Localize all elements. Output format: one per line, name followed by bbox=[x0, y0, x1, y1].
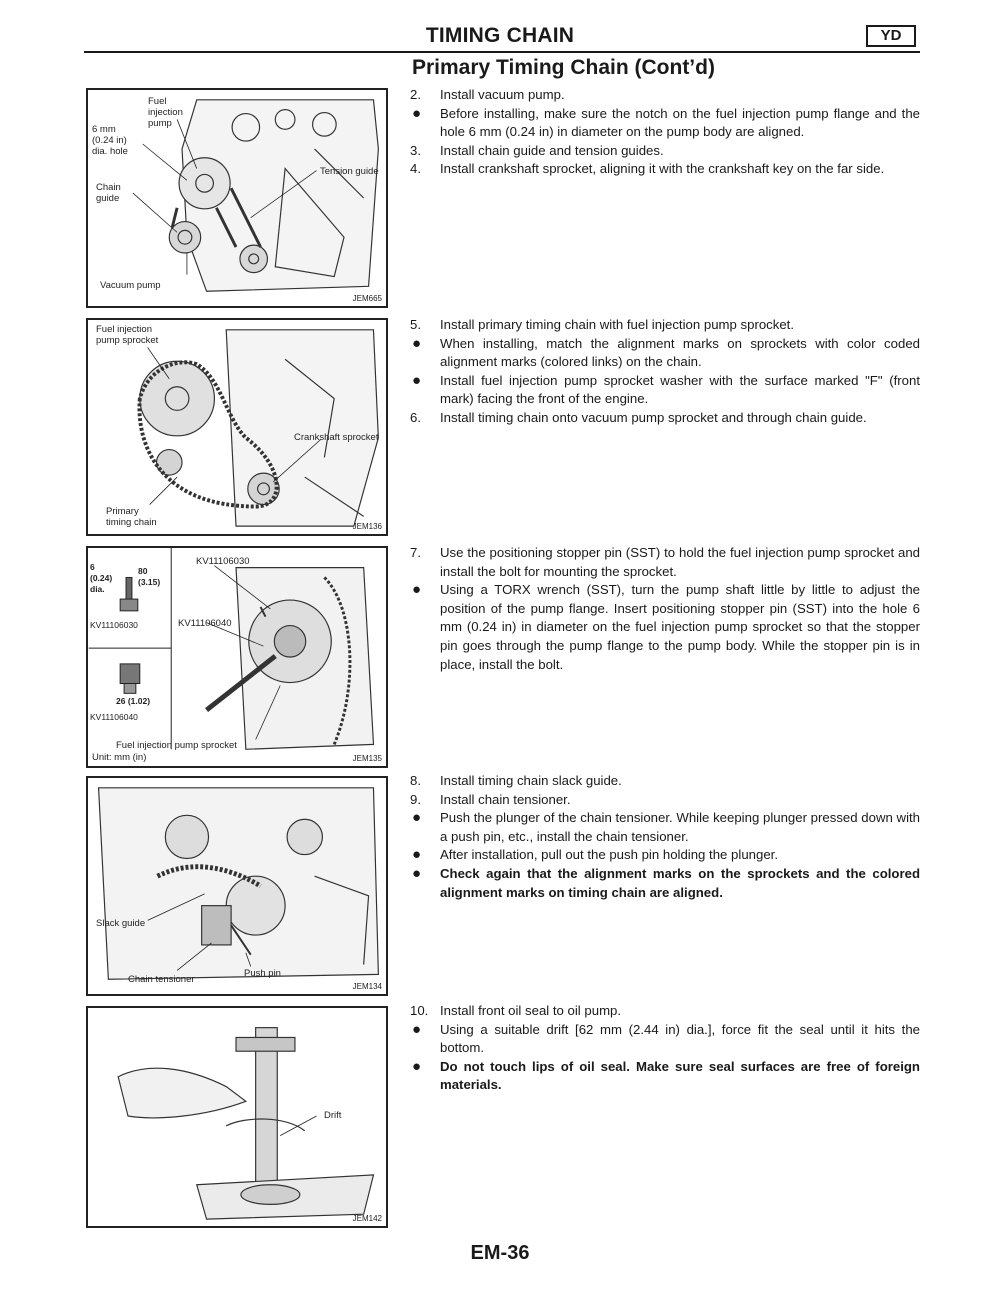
label-hole: 6 mm (0.24 in) dia. hole bbox=[92, 124, 128, 157]
bullet-step bbox=[410, 1058, 920, 1095]
label-tool-left: KV11106030 bbox=[90, 620, 138, 630]
label-crankshaft-sprocket: Crankshaft sprocket bbox=[294, 432, 379, 443]
label-tool-mid: KV11106040 bbox=[178, 618, 232, 629]
numbered-step bbox=[410, 316, 920, 335]
numbered-step bbox=[410, 772, 920, 791]
label-tool-bottom: KV11106040 bbox=[90, 712, 138, 722]
figure-code: JEM134 bbox=[352, 982, 382, 991]
step-text: Using a TORX wrench (SST), turn the pump shaft little by little to adjust the position of the pump flange. Insert positioning stopper pin (SST) into the hole 6 mm (0.24 in) in diameter on the fuel injection pump sprocket so that the stopper pin goes through the pump flange to the pump body. While the stopper pin is in place, install the bolt. bbox=[440, 582, 920, 672]
page-number: EM-36 bbox=[470, 1242, 530, 1264]
label-fuel-injection-pump: Fuel injection pump bbox=[148, 96, 183, 129]
figure-code: JEM135 bbox=[352, 754, 382, 763]
step-number: 7. bbox=[410, 545, 421, 560]
figure-chain-tensioner bbox=[86, 776, 388, 996]
step-number: 9. bbox=[410, 791, 421, 807]
figure-stopper-pin bbox=[86, 546, 388, 768]
steps-group-4 bbox=[410, 772, 920, 902]
steps-group-3 bbox=[410, 544, 920, 674]
label-tool-top: KV11106030 bbox=[196, 556, 250, 567]
bullet-step bbox=[410, 809, 920, 846]
label-tension-guide: Tension guide bbox=[320, 166, 379, 177]
label-drift: Drift bbox=[324, 1110, 342, 1121]
steps-group-5 bbox=[410, 1002, 920, 1095]
stopper-pin-illustration bbox=[88, 548, 386, 766]
bullet-icon: ● bbox=[412, 846, 422, 864]
step-text: Install fuel injection pump sprocket washer with the surface marked "F" (front mark) facing the front of the engine. bbox=[440, 372, 920, 407]
step-text: Push the plunger of the chain tensioner. While keeping plunger pressed down with a push pin, etc., install the chain tensioner. bbox=[440, 810, 920, 844]
step-number: 10. bbox=[410, 1003, 429, 1018]
numbered-step bbox=[410, 409, 920, 428]
step-text: Using a suitable drift [62 mm (2.44 in) dia.], force fit the seal until it hits the bottom. bbox=[440, 1021, 920, 1056]
step-text: Install front oil seal to oil pump. bbox=[440, 1003, 622, 1018]
figure-code: JEM142 bbox=[352, 1214, 382, 1223]
tensioner-illustration bbox=[88, 778, 386, 994]
bullet-icon: ● bbox=[412, 1057, 422, 1075]
step-number: 2. bbox=[410, 87, 421, 102]
bullet-icon: ● bbox=[412, 1020, 422, 1038]
numbered-step bbox=[410, 160, 920, 179]
section-title: Primary Timing Chain (Cont’d) bbox=[412, 56, 715, 79]
bullet-icon: ● bbox=[412, 371, 422, 389]
engine-front-illustration bbox=[88, 90, 386, 306]
label-slack-guide: Slack guide bbox=[96, 918, 146, 929]
label-unit: Unit: mm (in) bbox=[92, 752, 147, 763]
bullet-icon: ● bbox=[412, 334, 422, 352]
step-number: 5. bbox=[410, 317, 421, 332]
step-text: Install chain tensioner. bbox=[440, 791, 571, 807]
steps-group-1 bbox=[410, 86, 920, 179]
numbered-step bbox=[410, 544, 920, 581]
bullet-icon: ● bbox=[412, 581, 422, 599]
step-text: Install chain guide and tension guides. bbox=[440, 142, 664, 158]
bullet-icon: ● bbox=[412, 864, 422, 882]
step-text: When installing, match the alignment marks on sprockets with color coded alignment marks (colored links) on the chain. bbox=[440, 335, 920, 370]
label-dimension-26: 26 (1.02) bbox=[116, 696, 151, 706]
numbered-step bbox=[410, 86, 920, 105]
bullet-icon: ● bbox=[412, 809, 422, 827]
numbered-step bbox=[410, 1002, 920, 1021]
step-number: 3. bbox=[410, 142, 421, 158]
step-text: Install vacuum pump. bbox=[440, 87, 565, 102]
step-number: 4. bbox=[410, 161, 421, 177]
step-text: Install crankshaft sprocket, aligning it with the crankshaft key on the far side. bbox=[440, 161, 885, 177]
step-text: Use the positioning stopper pin (SST) to hold the fuel injection pump sprocket and install the bolt for mounting the sprocket. bbox=[440, 545, 920, 579]
step-text: Check again that the alignment marks on the sprockets and the colored alignment marks on timing chain are aligned. bbox=[440, 865, 920, 900]
figure-primary-chain bbox=[86, 318, 388, 536]
step-number: 8. bbox=[410, 773, 421, 788]
step-text: After installation, pull out the push pin holding the plunger. bbox=[440, 847, 778, 863]
timing-chain-illustration bbox=[88, 320, 386, 534]
bullet-step bbox=[410, 1021, 920, 1058]
step-text: Install primary timing chain with fuel injection pump sprocket. bbox=[440, 317, 795, 332]
label-pump-sprocket: Fuel injection pump sprocket bbox=[96, 324, 159, 346]
figure-vacuum-pump bbox=[86, 88, 388, 308]
engine-code-badge: YD bbox=[866, 25, 916, 47]
bullet-step bbox=[410, 865, 920, 902]
step-text: Before installing, make sure the notch on the fuel injection pump flange and the hole 6 mm (0.24 in) in diameter on the pump body are aligned. bbox=[440, 105, 920, 140]
step-text: Install timing chain slack guide. bbox=[440, 773, 622, 788]
step-text: Do not touch lips of oil seal. Make sure seal surfaces are free of foreign materials. bbox=[440, 1058, 920, 1093]
title-rule bbox=[84, 51, 920, 53]
label-chain-tensioner: Chain tensioner bbox=[128, 974, 195, 985]
label-chain-guide: Chain guide bbox=[96, 182, 121, 204]
bullet-step bbox=[410, 335, 920, 372]
label-primary-timing-chain: Primary timing chain bbox=[106, 506, 157, 528]
page-title: TIMING CHAIN bbox=[425, 24, 575, 47]
label-push-pin: Push pin bbox=[244, 968, 281, 979]
step-number: 6. bbox=[410, 409, 421, 425]
figure-code: JEM665 bbox=[352, 294, 382, 303]
numbered-step bbox=[410, 142, 920, 161]
steps-group-2 bbox=[410, 316, 920, 428]
figure-oil-seal bbox=[86, 1006, 388, 1228]
label-pump-sprocket: Fuel injection pump sprocket bbox=[116, 740, 237, 751]
label-vacuum-pump: Vacuum pump bbox=[100, 280, 161, 291]
bullet-icon: ● bbox=[412, 104, 422, 122]
bullet-step bbox=[410, 581, 920, 674]
step-text: Install timing chain onto vacuum pump sprocket and through chain guide. bbox=[440, 409, 867, 425]
label-dimension-dia: 6 (0.24) dia. bbox=[90, 562, 113, 594]
figure-code: JEM136 bbox=[352, 522, 382, 531]
numbered-step bbox=[410, 791, 920, 810]
bullet-step bbox=[410, 105, 920, 142]
bullet-step bbox=[410, 372, 920, 409]
label-dimension-length: 80 (3.15) bbox=[138, 566, 161, 587]
bullet-step bbox=[410, 846, 920, 865]
